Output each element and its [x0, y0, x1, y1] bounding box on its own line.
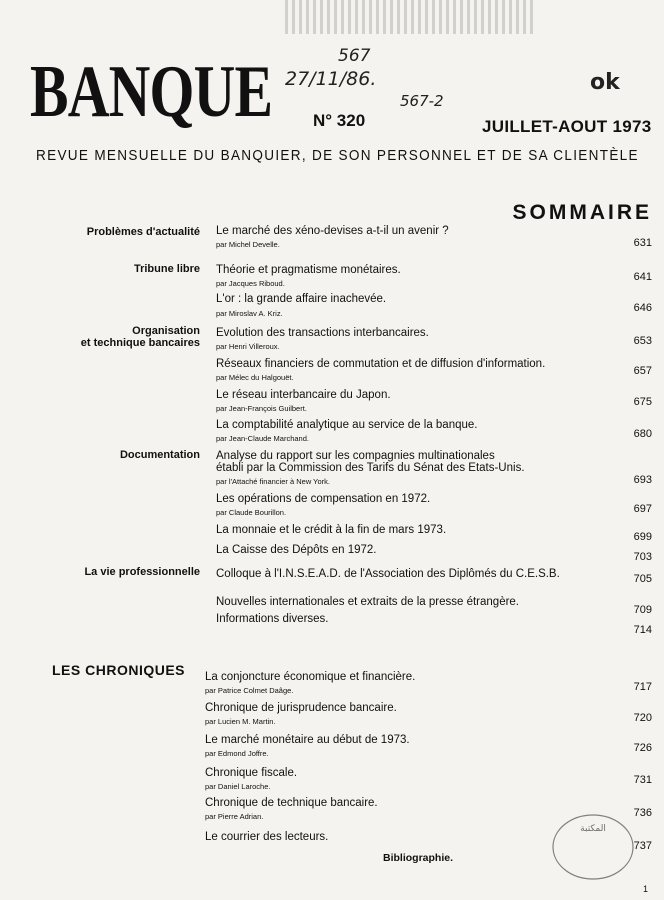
journal-subtitle: REVUE MENSUELLE DU BANQUIER, DE SON PERSONNEL ET DE SA CLIENTÈLE — [36, 148, 639, 164]
entry-page: 699 — [633, 531, 652, 543]
entry-page: 709 — [633, 604, 652, 616]
entry-author: par Jean-François Guilbert. — [216, 404, 307, 413]
entry-title: Nouvelles internationales et extraits de la presse étrangère. — [216, 596, 520, 608]
entry-title: La comptabilité analytique au service de la banque. — [216, 419, 478, 431]
entry-title: Réseaux financiers de commutation et de diffusion d'information. — [216, 358, 546, 370]
entry-page: 646 — [633, 302, 652, 314]
seal-text: المكتبة — [580, 824, 606, 834]
entry-title: L'or : la grande affaire inachevée. — [216, 293, 387, 305]
entry-page: 680 — [633, 428, 652, 440]
entry-page: 693 — [633, 474, 652, 486]
entry-page: 653 — [633, 335, 652, 347]
contents-heading: SOMMAIRE — [512, 201, 652, 224]
entry-author: par l'Attaché financier à New York. — [216, 477, 330, 486]
section-chroniques: LES CHRONIQUES — [52, 662, 186, 678]
entry-page: 714 — [633, 624, 652, 636]
section-actualite: Problèmes d'actualité — [86, 226, 200, 238]
entry-author: par Henri Villeroux. — [216, 342, 280, 351]
entry-title: Evolution des transactions interbancaires. — [216, 327, 429, 339]
chronique-title: Le marché monétaire au début de 1973. — [205, 734, 410, 746]
chronique-title-bibliographie: Bibliographie. — [383, 852, 454, 864]
entry-title: Informations diverses. — [216, 613, 329, 625]
chronique-author: par Daniel Laroche. — [205, 782, 271, 791]
entry-title: Théorie et pragmatisme monétaires. — [216, 264, 401, 276]
chronique-title: Le courrier des lecteurs. — [205, 831, 329, 843]
handwritten-reference: 567-2 — [400, 92, 444, 110]
entry-title: Analyse du rapport sur les compagnies multinationales — [216, 450, 495, 462]
handwritten-ok: ok — [590, 70, 620, 95]
entry-author: par Jacques Riboud. — [216, 279, 285, 288]
entry-title-continued: établi par la Commission des Tarifs du Sénat des Etats-Unis. — [216, 462, 525, 474]
issue-date: JUILLET-AOUT 1973 — [482, 117, 652, 136]
entry-title: Le réseau interbancaire du Japon. — [216, 389, 391, 401]
journal-title: BANQUE — [30, 51, 273, 133]
chronique-page: 726 — [633, 742, 652, 754]
chronique-title: La conjoncture économique et financière. — [205, 671, 416, 683]
library-seal-stamp — [548, 805, 638, 883]
section-organisation-line2: et technique bancaires — [80, 337, 200, 349]
entry-page: 675 — [633, 396, 652, 408]
entry-title: La monnaie et le crédit à la fin de mars 1973. — [216, 524, 447, 536]
entry-author: par Mélec du Halgouët. — [216, 373, 294, 382]
entry-page: 631 — [633, 237, 652, 249]
entry-author: par Michel Develle. — [216, 240, 280, 249]
chronique-page: 717 — [633, 681, 652, 693]
entry-author: par Claude Bourillon. — [216, 508, 287, 517]
section-vie-professionnelle: La vie professionnelle — [84, 566, 200, 578]
chronique-title: Chronique fiscale. — [205, 767, 298, 779]
chronique-author: par Lucien M. Martin. — [205, 717, 276, 726]
entry-title: La Caisse des Dépôts en 1972. — [216, 544, 377, 556]
library-stamp-top — [285, 0, 535, 34]
chronique-page: 736 — [633, 807, 652, 819]
chronique-page: 737 — [633, 840, 652, 852]
chronique-title: Chronique de jurisprudence bancaire. — [205, 702, 397, 714]
entry-page: 657 — [633, 365, 652, 377]
issue-number: N° 320 — [313, 111, 366, 130]
entry-title: Colloque à l'I.N.S.E.A.D. de l'Association des Diplômés du C.E.S.B. — [216, 568, 560, 580]
chronique-page: 720 — [633, 712, 652, 724]
entry-page: 705 — [633, 573, 652, 585]
entry-title: Le marché des xéno-devises a-t-il un avenir ? — [216, 225, 449, 237]
section-tribune: Tribune libre — [133, 263, 200, 275]
chronique-author: par Pierre Adrian. — [205, 812, 264, 821]
corner-mark: 1 — [642, 884, 648, 894]
entry-page: 641 — [633, 271, 652, 283]
entry-author: par Miroslav A. Kriz. — [216, 309, 283, 318]
entry-page: 703 — [633, 551, 652, 563]
handwritten-number: 567 — [338, 46, 371, 66]
section-organisation — [81, 325, 200, 349]
entry-author: par Jean-Claude Marchand. — [216, 434, 309, 443]
section-organisation-line1: Organisation — [132, 325, 200, 337]
chronique-page: 731 — [633, 774, 652, 786]
entry-page: 697 — [633, 503, 652, 515]
chronique-author: par Edmond Joffre. — [205, 749, 269, 758]
chronique-title: Chronique de technique bancaire. — [205, 797, 378, 809]
entry-title: Les opérations de compensation en 1972. — [216, 493, 431, 505]
handwritten-date: 27/11/86. — [285, 68, 377, 90]
chronique-author: par Patrice Colmet Daâge. — [205, 686, 294, 695]
section-documentation: Documentation — [119, 449, 200, 461]
